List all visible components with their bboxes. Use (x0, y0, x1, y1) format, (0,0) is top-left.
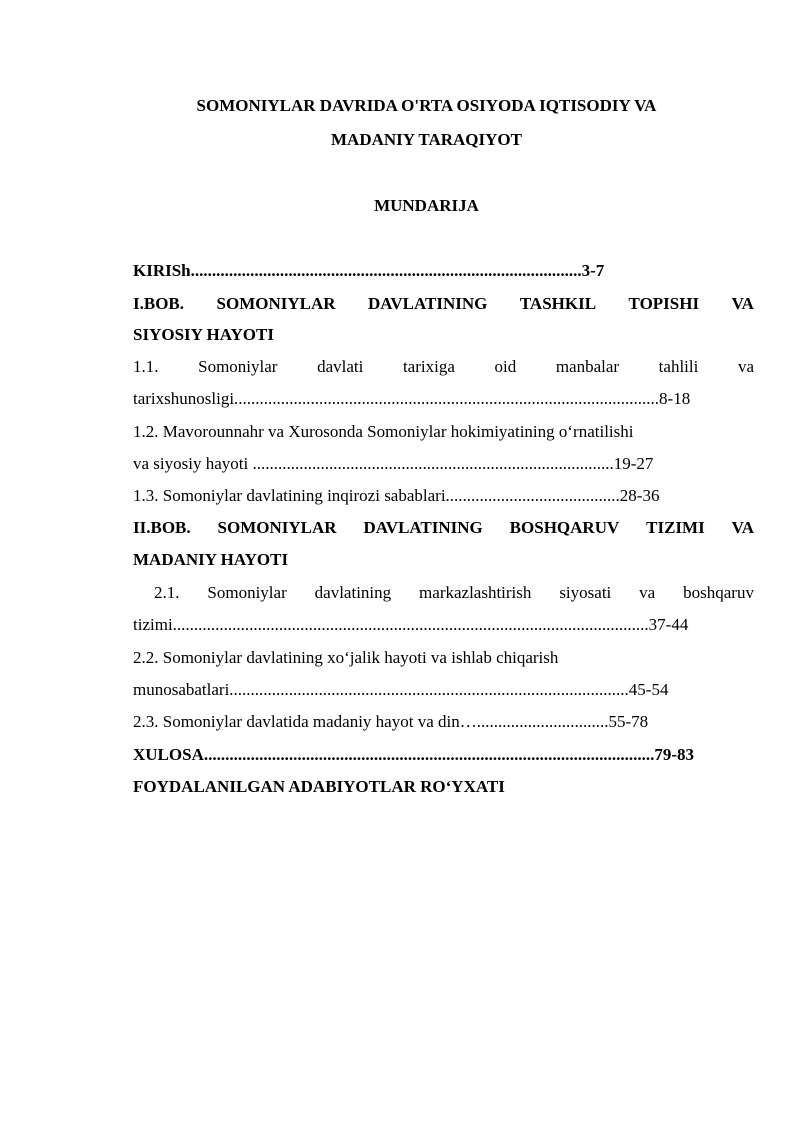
toc-section-2-2: 2.2. Somoniylar davlatining xo‘jalik hayoti va ishlab chiqarish (133, 648, 559, 667)
toc-word: Somoniylar (207, 583, 287, 602)
toc-word: Somoniylar (198, 357, 278, 376)
toc-word: II.BOB. (133, 518, 191, 537)
toc-section-1-3: 1.3. Somoniylar davlatining inqirozi sabablari.........................................28-36 (133, 486, 660, 505)
toc-word: markazlashtirish (419, 583, 532, 602)
toc-chapter-1-heading (133, 294, 754, 314)
toc-word: 1.1. (133, 357, 159, 376)
toc-section-2-1-cont: tizimi................................................................................................................37-44 (133, 615, 689, 634)
toc-section-2-1 (154, 583, 754, 603)
toc-word: I.BOB. (133, 294, 185, 313)
toc-word: 2.1. (154, 583, 180, 602)
toc-word: siyosati (559, 583, 612, 602)
toc-word: tarixiga (402, 357, 455, 376)
toc-chapter-1-heading-cont: SIYOSIY HAYOTI (133, 325, 274, 344)
toc-entry-kirish: KIRISh............................................................................................3-7 (133, 261, 605, 280)
toc-word: DAVLATINING (368, 294, 488, 313)
toc-word: VA (731, 294, 754, 313)
document-title-line-1: SOMONIYLAR DAVRIDA O'RTA OSIYODA IQTISODIY VA (196, 96, 657, 115)
toc-heading: MUNDARIJA (374, 196, 479, 215)
toc-word: davlati (317, 357, 364, 376)
toc-word: tahlili (658, 357, 699, 376)
toc-section-1-2-cont: va siyosiy hayoti .....................................................................................19-27 (133, 454, 654, 473)
toc-word: TIZIMI (646, 518, 705, 537)
toc-word: manbalar (555, 357, 620, 376)
toc-word: TOPISHI (628, 294, 700, 313)
toc-word: boshqaruv (683, 583, 754, 602)
toc-chapter-2-heading-cont: MADANIY HAYOTI (133, 550, 289, 569)
toc-chapter-2-heading (133, 518, 754, 538)
toc-word: SOMONIYLAR (217, 518, 337, 537)
toc-word: TASHKIL (519, 294, 597, 313)
toc-section-1-1-cont: tarixshunosligi....................................................................................................8-18 (133, 389, 691, 408)
toc-word: SOMONIYLAR (216, 294, 336, 313)
toc-word: VA (731, 518, 754, 537)
toc-section-2-2-cont: munosabatlari..............................................................................................45-54 (133, 680, 669, 699)
toc-word: BOSHQARUV (509, 518, 620, 537)
toc-section-2-3: 2.3. Somoniylar davlatida madaniy hayot va din…...............................55-78 (133, 712, 649, 731)
toc-word: oid (494, 357, 517, 376)
toc-word: DAVLATINING (363, 518, 483, 537)
toc-section-1-2: 1.2. Mavorounnahr va Xurosonda Somoniylar hokimiyatining o‘rnatilishi (133, 422, 634, 441)
toc-word: va (737, 357, 754, 376)
toc-entry-xulosa: XULOSA..........................................................................................................79-83 (133, 745, 695, 764)
toc-word: va (639, 583, 656, 602)
document-title-line-2: MADANIY TARAQIYOT (331, 130, 522, 149)
toc-word: davlatining (314, 583, 392, 602)
toc-entry-adabiyotlar: FOYDALANILGAN ADABIYOTLAR RO‘YXATI (133, 777, 505, 796)
toc-section-1-1 (133, 357, 754, 377)
